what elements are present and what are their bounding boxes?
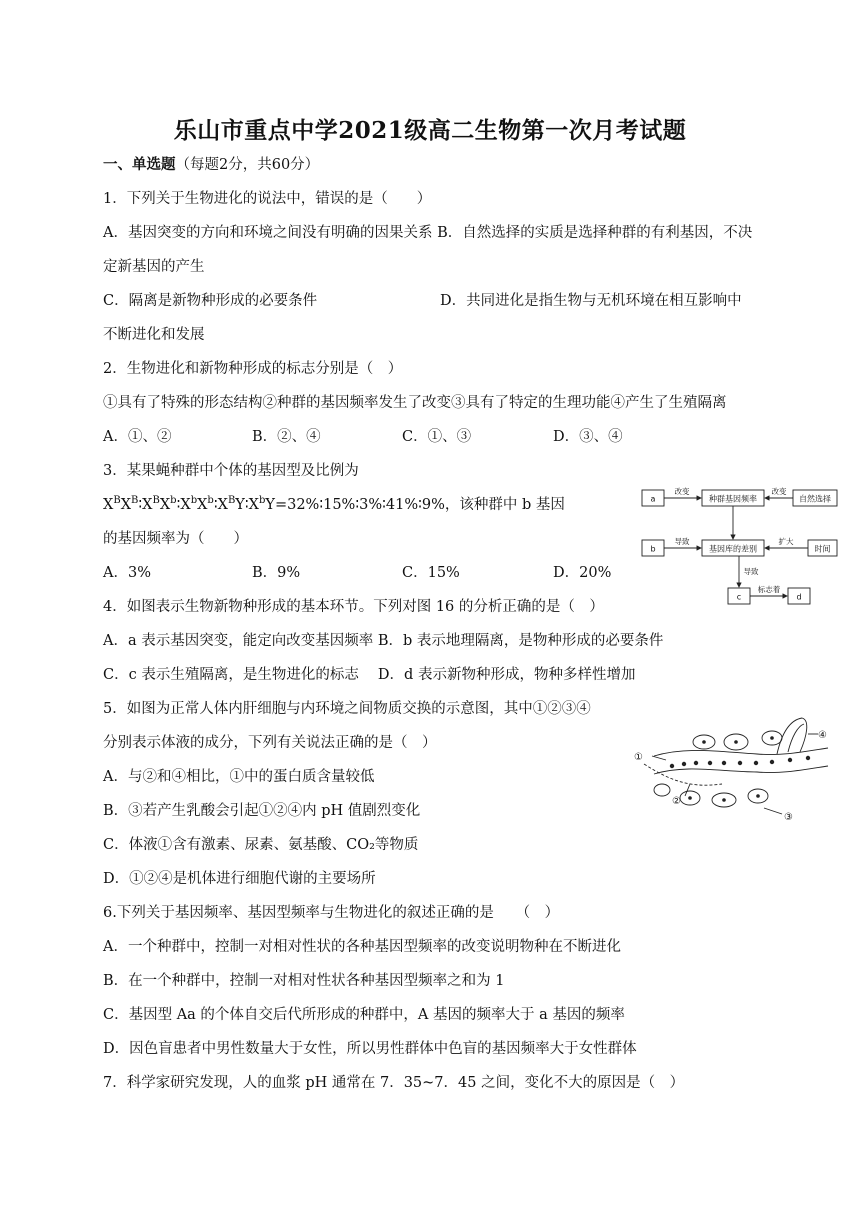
- q2-option-b: B．②、④: [252, 429, 321, 445]
- q3-option-c: C．15%: [402, 565, 460, 581]
- q7-stem: 7．科学家研究发现，人的血浆 pH 通常在 7．35~7．45 之间，变化不大的原因是（ ）: [103, 1075, 685, 1091]
- arrow-label-lead-1: 导致: [674, 537, 690, 546]
- q1-option-d-cont: 不断进化和发展: [103, 327, 205, 343]
- q3-option-a: A．3%: [103, 565, 151, 581]
- q3-option-b: B．9%: [252, 565, 301, 581]
- q1-option-b-cont: 定新基因的产生: [103, 259, 205, 275]
- q5-option-b: B．③若产生乳酸会引起①②④内 pH 值剧烈变化: [103, 803, 421, 819]
- arrow-label-lead-2: 导致: [743, 567, 759, 576]
- q6-option-c: C．基因型 Aa 的个体自交后代所形成的种群中，A 基因的频率大于 a 基因的频率: [103, 1007, 625, 1023]
- box-gene-frequency-label: 种群基因频率: [709, 494, 757, 504]
- q1-option-c: C．隔离是新物种形成的必要条件: [103, 293, 318, 309]
- box-c-label: c: [736, 592, 742, 602]
- section-heading: [103, 155, 319, 175]
- q3-stem: 3．某果蝇种群中个体的基因型及比例为: [103, 463, 359, 479]
- box-time-label: 时间: [814, 544, 831, 554]
- label-fluid-1: ①: [634, 752, 643, 763]
- q5-stem: 5．如图为正常人体内肝细胞与内环境之间物质交换的示意图，其中①②③④: [103, 701, 591, 717]
- speciation-diagram: [640, 482, 840, 612]
- q4-options-cd: C．c 表示生殖隔离，是生物进化的标志 D．d 表示新物种形成，物种多样性增加: [103, 667, 636, 683]
- q2-option-a: A．①、②: [103, 429, 172, 445]
- q1-stem: 1．下列关于生物进化的说法中，错误的是（ ）: [103, 191, 432, 207]
- q6-option-b: B．在一个种群中，控制一对相对性状各种基因型频率之和为 1: [103, 973, 505, 989]
- box-a-label: a: [650, 494, 656, 504]
- q1-option-d: D．共同进化是指生物与无机环境在相互影响中: [440, 293, 742, 309]
- label-fluid-2: ②: [672, 796, 681, 807]
- box-gene-pool-difference-label: 基因库的差别: [709, 544, 757, 554]
- q3-option-d: D．20%: [553, 565, 612, 581]
- q5-option-c: C．体液①含有激素、尿素、氨基酸、CO₂等物质: [103, 837, 419, 853]
- box-d-label: d: [796, 592, 802, 602]
- q2-items: ①具有了特殊的形态结构②种群的基因频率发生了改变③具有了特定的生理功能④产生了生殖隔离: [103, 395, 727, 411]
- q3-genotype-ratio: $X^BX^B∶X^BX^b∶X^bX^b∶X^BY∶X^bY=32\%∶15\%∶3\%∶41\%∶9\%$，该种群中 b 基因: [103, 495, 565, 513]
- q3-ratio-tail: =32%∶15%∶3%∶41%∶9%，该种群中 b 基因: [274, 497, 565, 513]
- q4-stem: 4．如图表示生物新物种形成的基本环节。下列对图 16 的分析正确的是（ ）: [103, 599, 604, 615]
- q3-stem-cont: 的基因频率为（ ）: [103, 531, 248, 547]
- label-fluid-3: ③: [784, 812, 793, 822]
- q2-stem: 2．生物进化和新物种形成的标志分别是（ ）: [103, 361, 403, 377]
- page-title: 乐山市重点中学2021级高二生物第一次月考试题: [173, 117, 687, 144]
- q5-stem-cont: 分别表示体液的成分，下列有关说法正确的是（ ）: [103, 735, 437, 751]
- q6-option-a: A．一个种群中，控制一对相对性状的各种基因型频率的改变说明物种在不断进化: [103, 939, 621, 955]
- arrow-label-expand: 扩大: [778, 537, 794, 546]
- box-b-label: b: [650, 544, 656, 554]
- arrow-label-mark: 标志着: [757, 585, 781, 594]
- arrow-label-change-1: 改变: [674, 487, 690, 496]
- q4-options-ab: A．a 表示基因突变，能定向改变基因频率 B．b 表示地理隔离，是物种形成的必要条件: [103, 633, 664, 649]
- q1-options-ab: A．基因突变的方向和环境之间没有明确的因果关系 B．自然选择的实质是选择种群的有利基因，不决: [103, 225, 753, 241]
- internal-environment-diagram: [632, 712, 832, 822]
- q5-option-a: A．与②和④相比，①中的蛋白质含量较低: [103, 769, 375, 785]
- q2-option-d: D．③、④: [553, 429, 623, 445]
- arrow-label-change-2: 改变: [771, 487, 787, 496]
- section-note: （每题2分，共60分）: [175, 157, 320, 173]
- q6-option-d: D．因色盲患者中男性数量大于女性，所以男性群体中色盲的基因频率大于女性群体: [103, 1041, 637, 1057]
- q5-option-d: D．①②④是机体进行细胞代谢的主要场所: [103, 871, 376, 887]
- section-heading-text: 一、单选题: [103, 156, 176, 173]
- q2-option-c: C．①、③: [402, 429, 472, 445]
- label-fluid-4: ④: [818, 730, 827, 741]
- box-natural-selection-label: 自然选择: [799, 494, 831, 504]
- q6-stem: 6.下列关于基因频率、基因型频率与生物进化的叙述正确的是 （ ）: [103, 905, 560, 921]
